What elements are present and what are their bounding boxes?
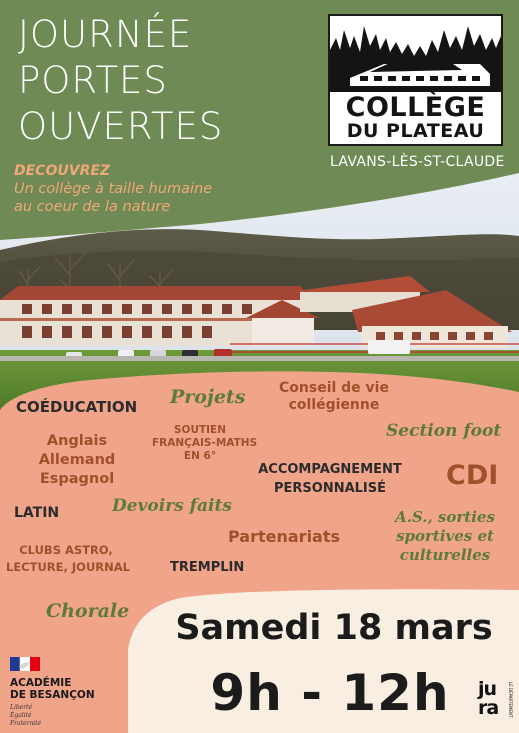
title-line-1: JOURNÉE: [18, 13, 193, 56]
keyword-accompagnement: [254, 460, 406, 498]
keyword-langues-line-2: Allemand: [38, 452, 116, 468]
keyword-section-foot: Section foot: [386, 421, 502, 441]
logo-building-illustration: [330, 16, 501, 92]
keyword-latin: LATIN: [14, 505, 60, 521]
keyword-devoirs-faits: Devoirs faits: [112, 496, 232, 516]
keyword-accompagnement-line-1: ACCOMPAGNEMENT: [258, 462, 402, 477]
keyword-soutien-line-3: EN 6°: [183, 450, 217, 462]
discover-heading: DECOUVREZ: [14, 163, 111, 179]
keyword-cdi: CDI: [446, 460, 499, 491]
keyword-tremplin: TREMPLIN: [170, 560, 245, 575]
jura-logo-line-2: ra: [478, 697, 499, 719]
college-locality: LAVANS-LÈS-ST-CLAUDE: [330, 154, 505, 170]
jura-logo-line-1: ju: [478, 678, 497, 700]
marianne-flag-icon: [10, 657, 40, 671]
discover-line-2: au coeur de la nature: [14, 199, 171, 215]
discover-block: [14, 162, 212, 216]
keyword-as-line-3: culturelles: [399, 546, 491, 564]
keyword-as-sorties: [376, 508, 514, 565]
academie-name-line-1: ACADÉMIE: [10, 677, 72, 689]
event-time: 9h - 12h: [210, 664, 450, 722]
academie-motto-3: Fraternité: [10, 720, 42, 727]
keyword-conseil: [272, 380, 396, 414]
academie-motto-1: Liberté: [10, 704, 33, 711]
keyword-chorale: Chorale: [46, 600, 130, 622]
event-date: Samedi 18 mars: [175, 608, 493, 648]
keyword-coeducation: COÉDUCATION: [16, 398, 138, 416]
title-line-3: OUVERTES: [18, 105, 224, 148]
logo-name-line-1: COLLÈGE: [345, 92, 486, 123]
keyword-as-line-2: sportives et: [396, 527, 494, 545]
academie-motto-2: Égalité: [10, 712, 32, 719]
keyword-langues-line-3: Espagnol: [39, 471, 115, 487]
keyword-conseil-line-1: Conseil de vie: [279, 380, 389, 396]
keyword-as-line-1: A.S., sorties: [395, 508, 495, 526]
academie-name-line-2: DE BESANÇON: [10, 689, 95, 701]
keyword-conseil-line-2: collégienne: [288, 396, 380, 413]
keyword-langues-line-1: Anglais: [46, 433, 108, 449]
keyword-clubs-line-1: CLUBS ASTRO,: [19, 543, 113, 557]
academie-logo: [10, 656, 132, 728]
keyword-projets: Projets: [170, 386, 246, 408]
jura-logo: [478, 680, 518, 724]
keyword-soutien-line-2: FRANÇAIS-MATHS: [152, 437, 258, 449]
title-line-2: PORTES: [18, 59, 168, 102]
keyword-soutien: [152, 424, 258, 463]
keyword-partenariats: Partenariats: [228, 527, 341, 546]
keyword-soutien-line-1: SOUTIEN: [173, 424, 227, 436]
college-logo: [328, 14, 503, 146]
keyword-clubs-line-2: LECTURE, JOURNAL: [6, 560, 130, 574]
keyword-langues: [32, 432, 122, 489]
keyword-clubs: [6, 542, 130, 576]
jura-dept-label: LE DÉPARTEMENT: [508, 682, 513, 718]
logo-name-line-2: DU PLATEAU: [346, 120, 485, 142]
discover-line-1: Un collège à taille humaine: [14, 181, 213, 197]
keyword-accompagnement-line-2: PERSONNALISÉ: [273, 481, 387, 496]
